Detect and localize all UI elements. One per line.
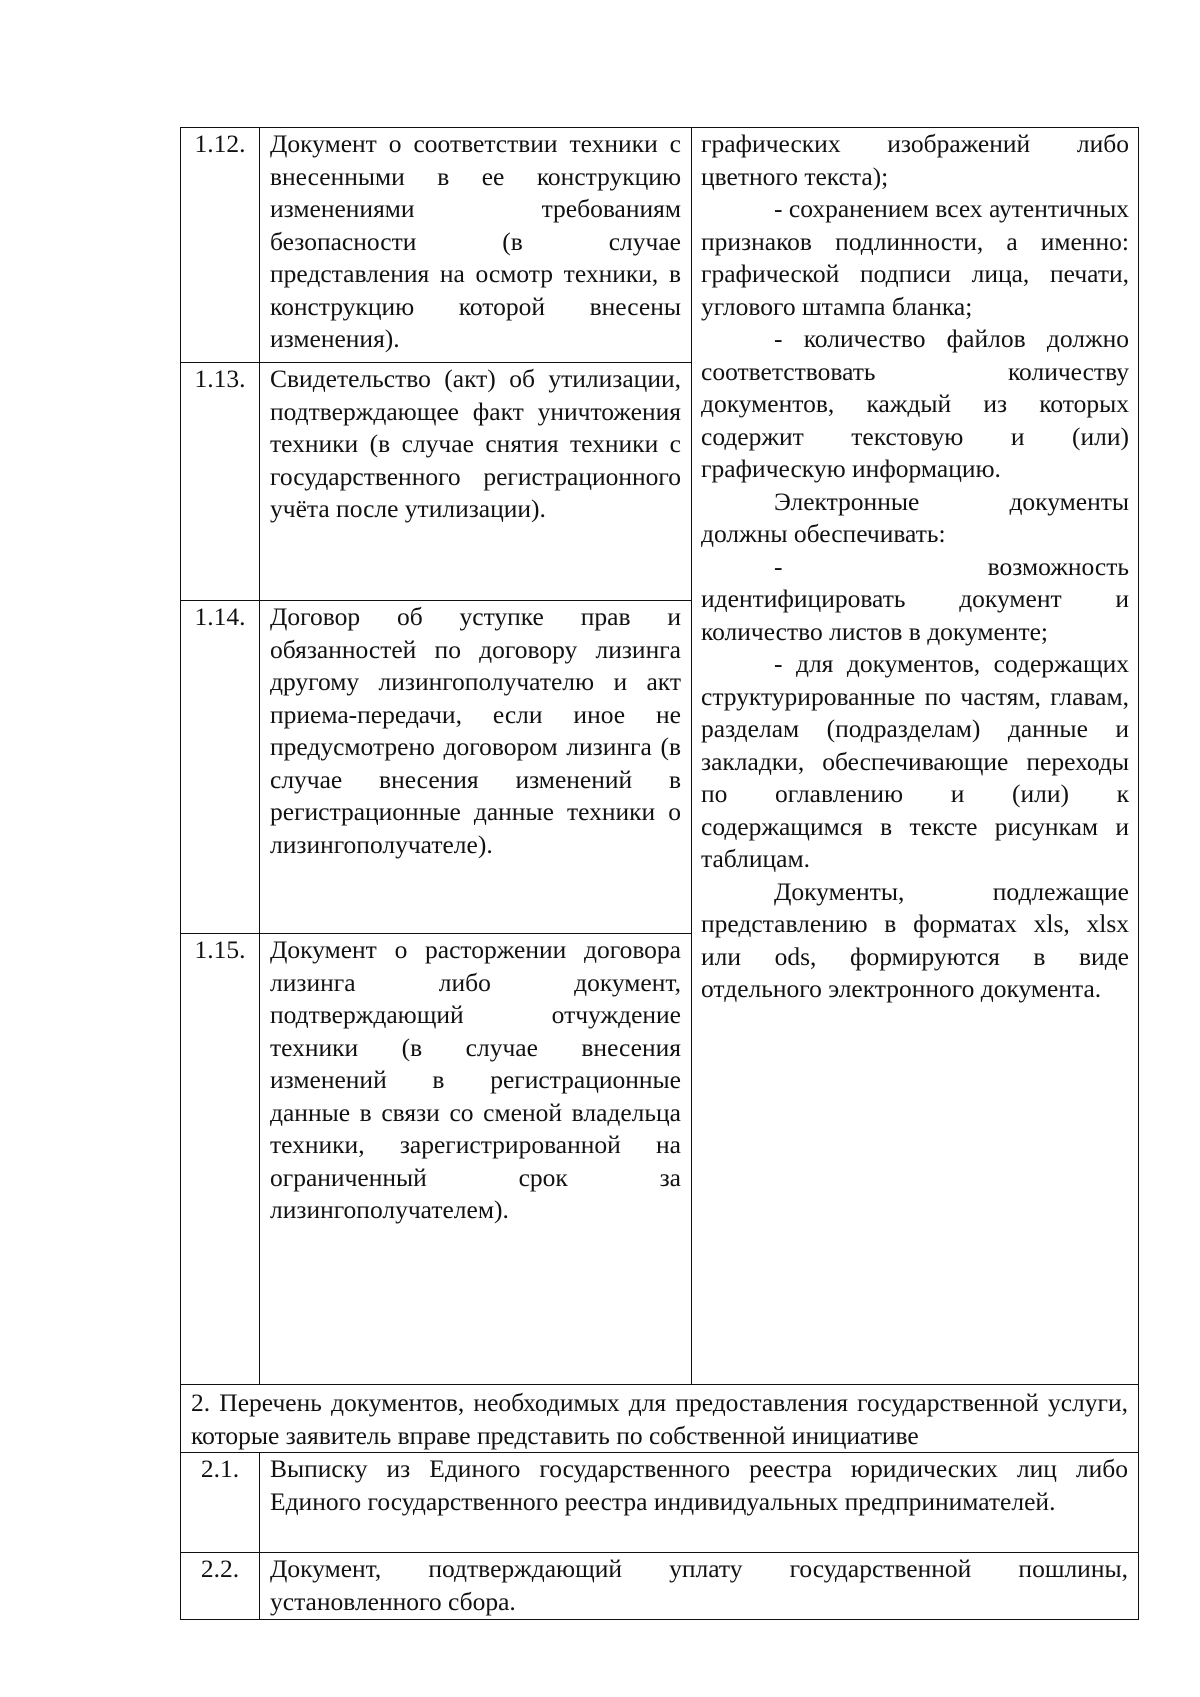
requirements-paragraph: - сохранением всех аутентичных признаков подлинности, а именно: графической подписи лица, печати, углового штампа бланка;: [701, 194, 1129, 321]
requirements-paragraph: графических изображений либо цветного текста);: [701, 129, 1129, 191]
item-number: 1.13.: [181, 363, 260, 601]
item-number: 1.12.: [181, 128, 260, 363]
table-row: [181, 128, 1139, 363]
table-row: [181, 1453, 1139, 1553]
item-text: Документ о соответствии техники с внесенными в ее конструкцию изменениями требованиям безопасности (в случае представления на осмотр техники, в конструкцию которой внесены изменения).: [260, 128, 692, 363]
requirements-paragraph: - количество файлов должно соответствовать количеству документов, каждый из которых содержит текстовую и (или) графическую информацию.: [701, 324, 1129, 483]
item-number: 2.2.: [181, 1553, 260, 1620]
item-text: Договор об уступке прав и обязанностей по договору лизинга другому лизингополучателю и акт приема-передачи, если иное не предусмотрено договором лизинга (в случае внесения изменений в регистрационные данные техники о лизингополучателе).: [260, 601, 692, 934]
requirements-paragraph: - возможность идентифицировать документ и количество листов в документе;: [701, 551, 1129, 646]
item-text: Документ о расторжении договора лизинга либо документ, подтверждающий отчуждение техники (в случае внесения изменений в регистрационные данные в связи со сменой владельца техники, зарегистрированной на ограниченный срок за лизингополучателем).: [260, 934, 692, 1385]
item-text: Свидетельство (акт) об утилизации, подтверждающее факт уничтожения техники (в случае снятия техники с государственного регистрационного учёта после утилизации).: [260, 363, 692, 601]
item-text: Выписку из Единого государственного реестра юридических лиц либо Единого государственного реестра индивидуальных предпринимателей.: [260, 1453, 1139, 1553]
item-number: 1.15.: [181, 934, 260, 1385]
requirements-paragraph: Электронные документы должны обеспечивать:: [701, 486, 1129, 548]
requirements-paragraph: Документы, подлежащие представлению в форматах xls, xlsx или ods, формируются в виде отдельного электронного документа.: [701, 876, 1129, 1003]
documents-table: [180, 127, 1139, 1620]
item-number: 2.1.: [181, 1453, 260, 1553]
section-heading: 2. Перечень документов, необходимых для предоставления государственной услуги, которые заявитель вправе представить по собственной инициативе: [181, 1385, 1139, 1453]
table-row: [181, 1553, 1139, 1620]
electronic-docs-requirements: [692, 128, 1139, 1385]
section-heading-row: [181, 1385, 1139, 1453]
requirements-paragraph: - для документов, содержащих структурированные по частям, главам, разделам (подразделам) данные и закладки, обеспечивающие переходы по оглавлению и (или) к содержащимся в тексте рисункам и таблицам.: [701, 649, 1129, 873]
item-number: 1.14.: [181, 601, 260, 934]
item-text: Документ, подтверждающий уплату государственной пошлины, установленного сбора.: [260, 1553, 1139, 1620]
